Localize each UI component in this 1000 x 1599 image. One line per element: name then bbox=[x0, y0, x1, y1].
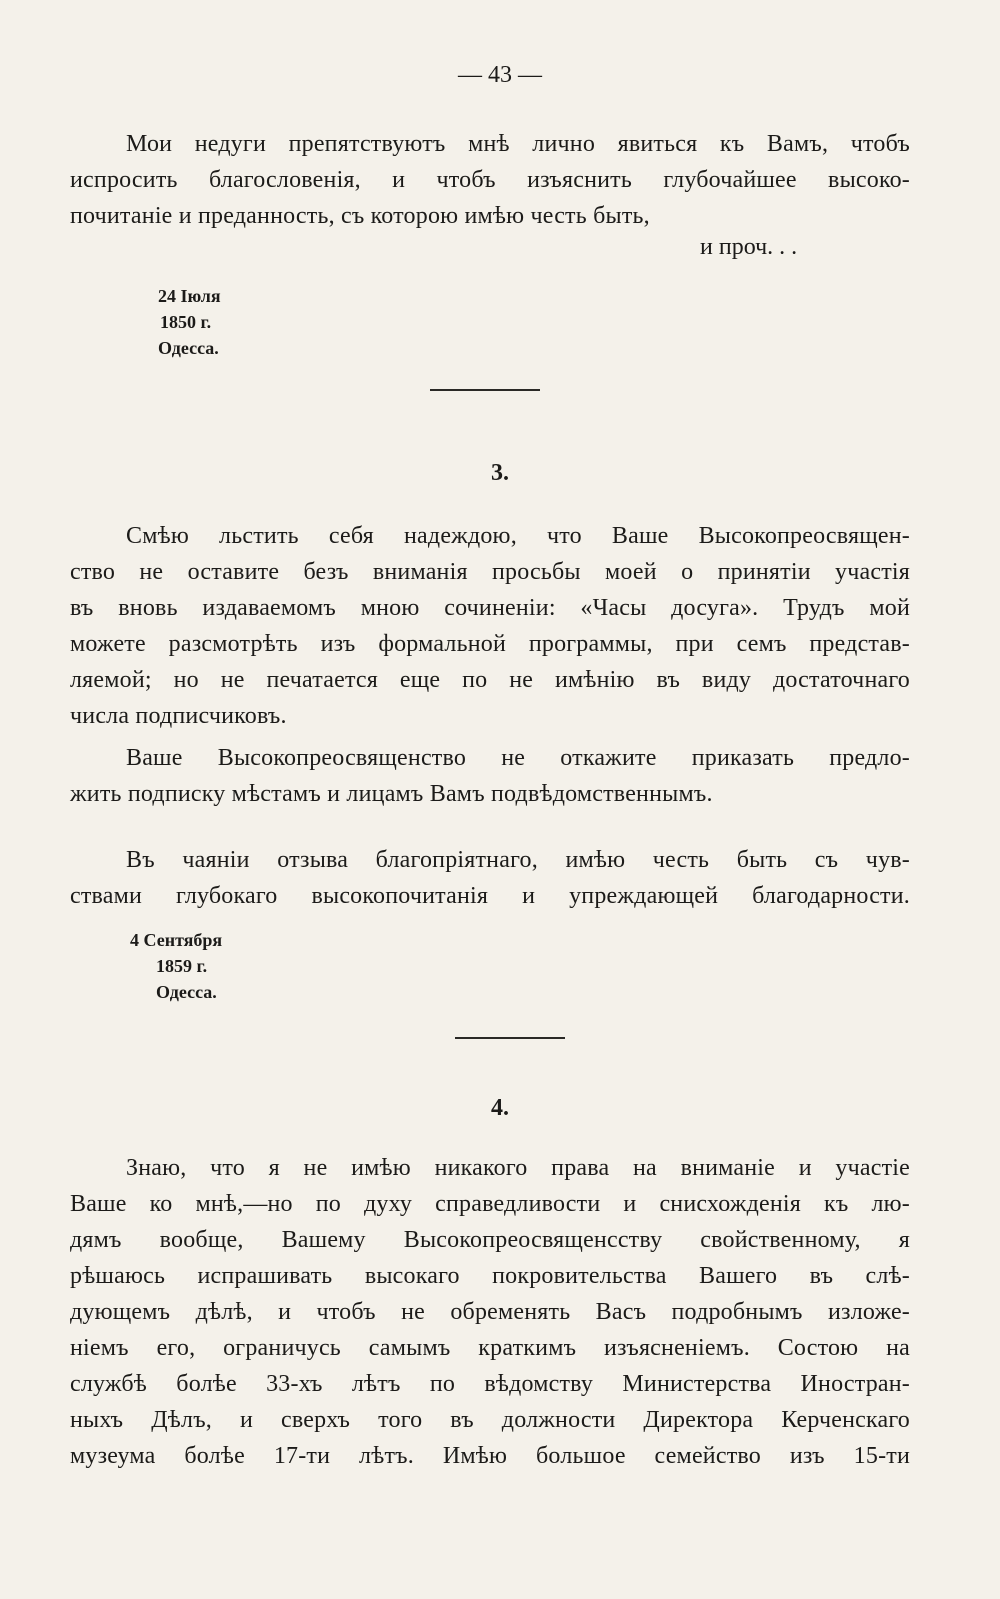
date-day: 24 Іюля bbox=[158, 286, 221, 306]
letter-paragraph bbox=[70, 842, 910, 914]
text-line: ляемой; но не печатается еще по не имѣнію въ виду достаточнаго bbox=[70, 667, 910, 693]
text-line: въ вновь издаваемомъ мною сочиненіи: «Часы досуга». Трудъ мой bbox=[70, 595, 910, 621]
page-number: — 43 — bbox=[458, 62, 542, 88]
section-number: 4. bbox=[491, 1095, 509, 1121]
letter-paragraph bbox=[70, 1150, 910, 1474]
text-line: Въ чаяніи отзыва благопріятнаго, имѣю честь быть съ чув- bbox=[126, 847, 910, 873]
text-line: Мои недуги препятствуютъ мнѣ лично явиться къ Вамъ, чтобъ bbox=[126, 131, 910, 157]
text-line: ніемъ его, ограничусь самымъ краткимъ изъясненіемъ. Состою на bbox=[70, 1335, 910, 1361]
date-year: 1850 г. bbox=[160, 312, 212, 332]
text-line: службѣ болѣе 33-хъ лѣтъ по вѣдомству Министерства Иностран- bbox=[70, 1371, 910, 1397]
closing-formula: и проч. . . bbox=[700, 234, 798, 260]
date-year: 1859 г. bbox=[156, 956, 208, 976]
letter-paragraph bbox=[70, 740, 910, 812]
text-line: рѣшаюсь испрашивать высокаго покровительства Вашего въ слѣ- bbox=[70, 1263, 910, 1289]
text-line: Ваше ко мнѣ,—но по духу справедливости и снисхожденія къ лю- bbox=[70, 1191, 910, 1217]
text-line: дующемъ дѣлѣ, и чтобъ не обременять Васъ подробнымъ изложе- bbox=[70, 1299, 910, 1325]
text-line: ствами глубокаго высокопочитанія и упреждающей благодарности. bbox=[70, 883, 910, 909]
text-line: дямъ вообще, Вашему Высокопреосвященсству свойственному, я bbox=[70, 1227, 910, 1253]
text-line: музеума болѣе 17-ти лѣтъ. Имѣю большое семейство изъ 15-ти bbox=[70, 1443, 910, 1469]
date-day: 4 Сентября bbox=[130, 930, 223, 950]
letter-paragraph bbox=[70, 518, 910, 734]
date-place: Одесса. bbox=[158, 338, 219, 358]
text-line: Ваше Высокопреосвященство не откажите приказать предло- bbox=[126, 745, 910, 771]
section-divider bbox=[430, 389, 540, 391]
text-line: жить подписку мѣстамъ и лицамъ Вамъ подвѣдомственнымъ. bbox=[70, 781, 713, 807]
text-line: почитаніе и преданность, съ которою имѣю честь быть, bbox=[70, 203, 650, 229]
dateline bbox=[130, 927, 222, 1005]
text-line: ство не оставите безъ вниманія просьбы моей о принятіи участія bbox=[70, 559, 910, 585]
text-line: можете разсмотрѣть изъ формальной программы, при семъ представ- bbox=[70, 631, 910, 657]
dateline bbox=[158, 283, 221, 361]
text-line: испросить благословенія, и чтобъ изъяснить глубочайшее высоко- bbox=[70, 167, 910, 193]
text-line: числа подписчиковъ. bbox=[70, 703, 287, 729]
text-line: Знаю, что я не имѣю никакого права на вниманіе и участіе bbox=[126, 1155, 910, 1181]
section-number: 3. bbox=[491, 460, 509, 486]
section-divider bbox=[455, 1037, 565, 1039]
date-place: Одесса. bbox=[156, 982, 217, 1002]
letter-paragraph bbox=[70, 126, 910, 234]
text-line: Смѣю льстить себя надеждою, что Ваше Высокопреосвящен- bbox=[126, 523, 910, 549]
text-line: ныхъ Дѣлъ, и сверхъ того въ должности Директора Керченскаго bbox=[70, 1407, 910, 1433]
